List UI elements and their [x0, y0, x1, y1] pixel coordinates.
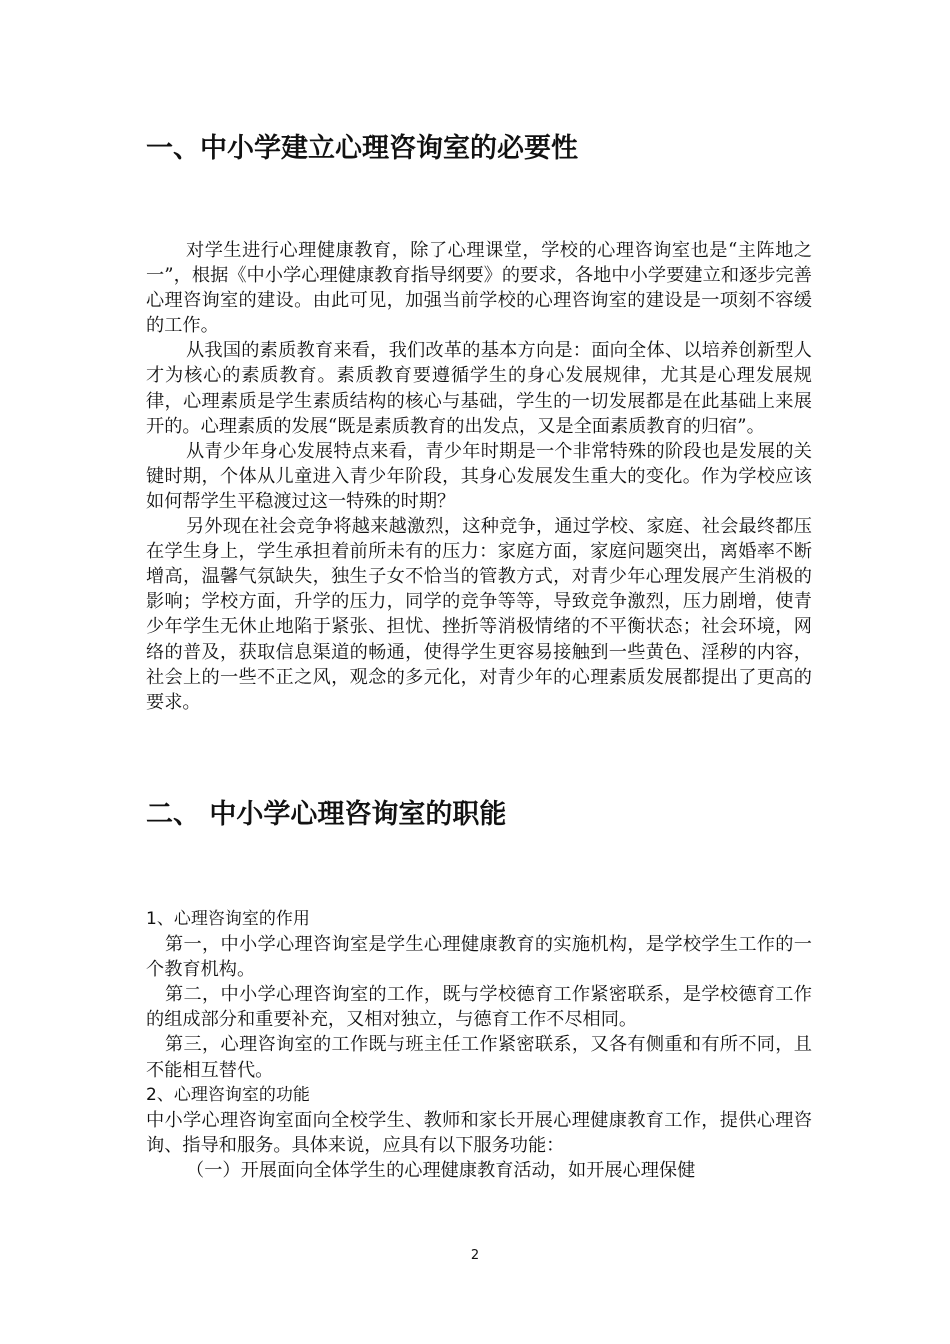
subsection-2-intro: 中小学心理咨询室面向全校学生、教师和家长开展心理健康教育工作，提供心理咨询、指导和服务。具体来说，应具有以下服务功能： — [146, 1109, 812, 1156]
page-number: 2 — [470, 1248, 480, 1263]
subsection-1-paragraph-3: 第三，心理咨询室的工作既与班主任工作紧密联系，又各有侧重和有所不同，且不能相互替代。 — [146, 1034, 812, 1081]
subsection-1-paragraph-2: 第二，中小学心理咨询室的工作，既与学校德育工作紧密联系，是学校德育工作的组成部分和重要补充，又相对独立，与德育工作不尽相同。 — [146, 984, 812, 1031]
section2-body — [146, 907, 812, 1183]
subsection-1-paragraph-1: 第一，中小学心理咨询室是学生心理健康教育的实施机构，是学校学生工作的一个教育机构。 — [146, 934, 812, 981]
section1-paragraph-4: 另外现在社会竞争将越来越激烈，这种竞争，通过学校、家庭、社会最终都压在学生身上，学生承担着前所未有的压力：家庭方面，家庭问题突出，离婚率不断增高，温馨气氛缺失，独生子女不恰当的管教方式，对青少年心理发展产生消极的影响；学校方面，升学的压力，同学的竞争等等，导致竞争激烈，压力剧增，使青少年学生无休止地陷于紧张、担忧、挫折等消极情绪的不平衡状态；社会环境，网络的普及，获取信息渠道的畅通，使得学生更容易接触到一些黄色、淫秽的内容，社会上的一些不正之风，观念的多元化，对青少年的心理素质发展都提出了更高的要求。 — [146, 516, 812, 713]
subsection-1-title: 1、心理咨询室的作用 — [146, 909, 310, 929]
section1-paragraph-1: 对学生进行心理健康教育，除了心理课堂，学校的心理咨询室也是“主阵地之一”，根据《中小学心理健康教育指导纲要》的要求，各地中小学要建立和逐步完善心理咨询室的建设。由此可见，加强当前学校的心理咨询室的建设是一项刻不容缓的工作。 — [146, 240, 812, 337]
section1-heading: 一、中小学建立心理咨询室的必要性 — [146, 133, 578, 164]
subsection-2-title: 2、心理咨询室的功能 — [146, 1084, 310, 1105]
section1-paragraph-3: 从青少年身心发展特点来看，青少年时期是一个非常特殊的阶段也是发展的关键时期，个体从儿童进入青少年阶段，其身心发展发生重大的变化。作为学校应该如何帮学生平稳渡过这一特殊的时期？ — [146, 440, 812, 512]
section1-paragraph-2: 从我国的素质教育来看，我们改革的基本方向是：面向全体、以培养创新型人才为核心的素质教育。素质教育要遵循学生的身心发展规律，尤其是心理发展规律，心理素质是学生素质结构的核心与基础，学生的一切发展都是在此基础上来展开的。心理素质的发展“既是素质教育的出发点，又是全面素质教育的归宿”。 — [146, 340, 812, 437]
section2-heading: 二、 中小学心理咨询室的职能 — [146, 799, 507, 830]
section1-body — [146, 238, 812, 715]
subsection-2-item-1: （一）开展面向全体学生的心理健康教育活动，如开展心理保健 — [186, 1159, 696, 1181]
